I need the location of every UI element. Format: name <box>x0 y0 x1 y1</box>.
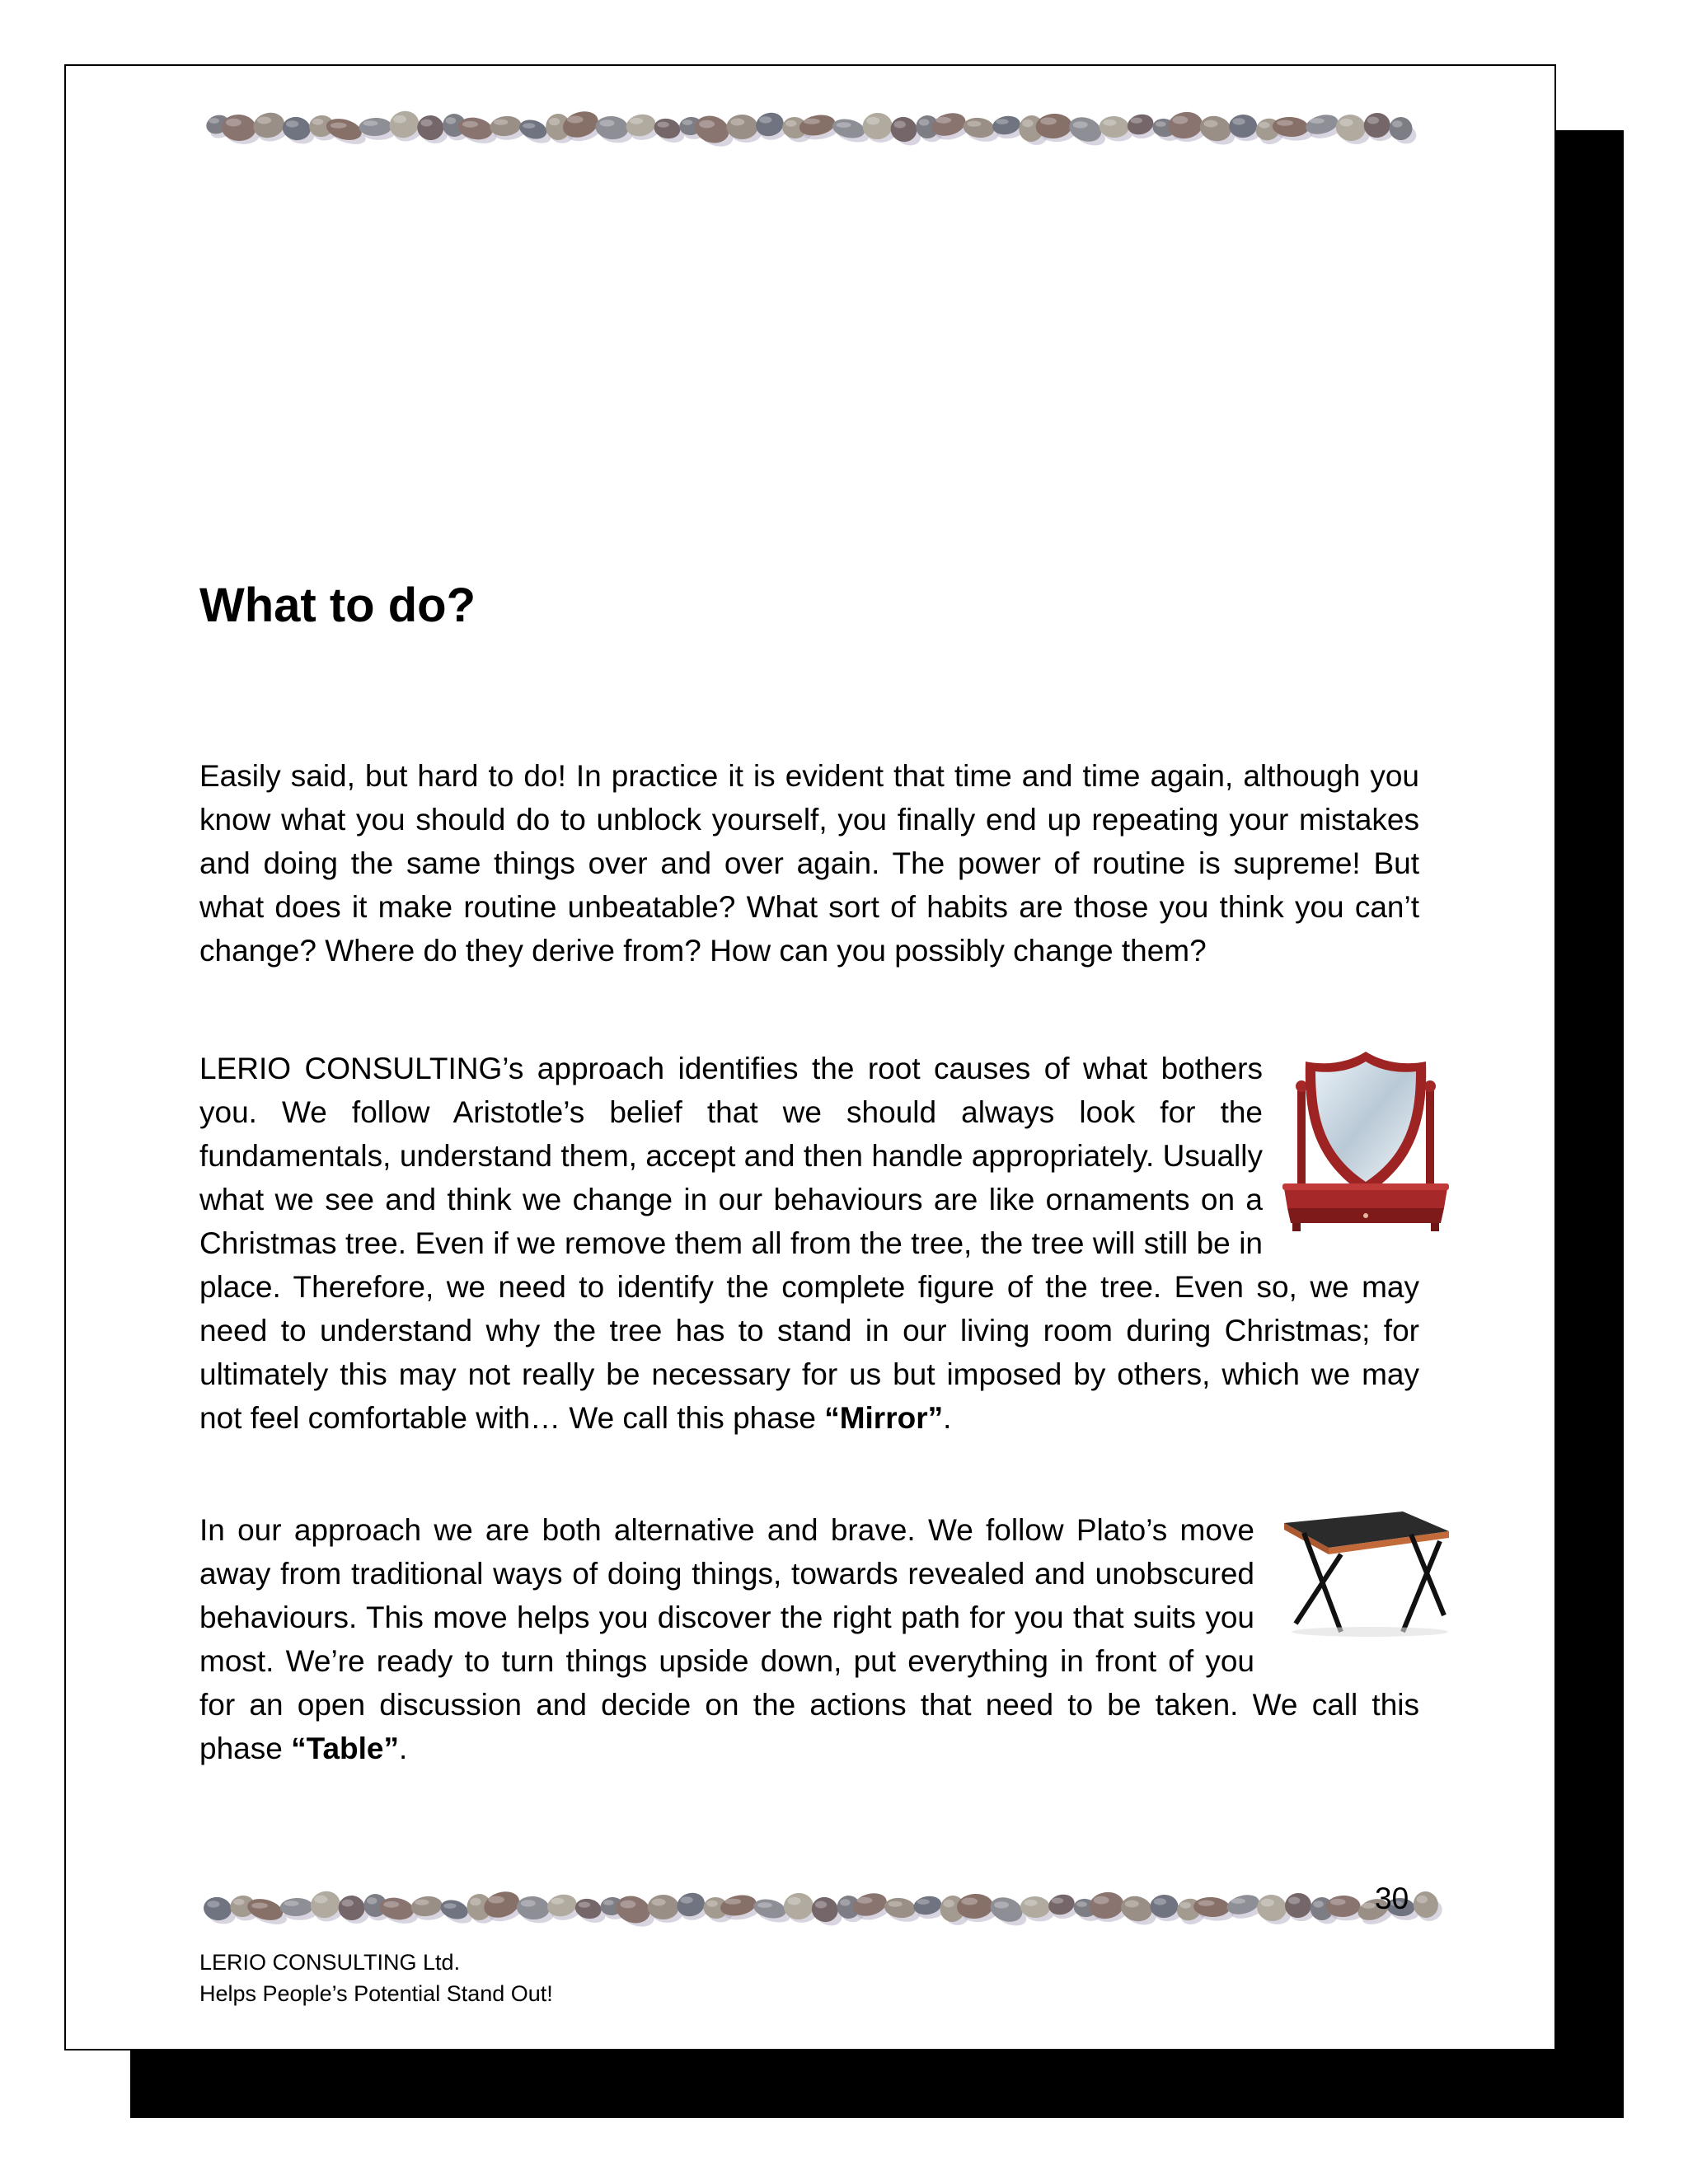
phase-mirror-label: “Mirror” <box>824 1401 944 1435</box>
stone-highlight <box>785 120 797 127</box>
stone-highlight <box>1025 1900 1038 1906</box>
stone-highlight <box>1339 119 1353 127</box>
stone-highlight <box>312 119 324 125</box>
stone-highlight <box>1052 1898 1063 1904</box>
footer-tagline: Helps People’s Potential Stand Out! <box>199 1981 553 2006</box>
stone-highlight <box>1310 118 1325 124</box>
stone-highlight <box>1103 120 1116 126</box>
stone-highlight <box>657 122 668 128</box>
stone-highlight <box>443 1903 456 1909</box>
stone-highlight <box>1277 120 1293 126</box>
stone-highlight <box>367 1897 377 1904</box>
stone-highlight <box>579 1902 590 1908</box>
stone-highlight <box>1125 1900 1139 1908</box>
stone-border-top-icon <box>206 97 1409 155</box>
stone-highlight <box>682 120 693 125</box>
stone <box>648 1895 679 1919</box>
stone-highlight <box>1261 1899 1274 1907</box>
stone-highlight <box>1313 1900 1324 1907</box>
stone-highlight <box>837 122 851 128</box>
stone-highlight <box>1392 120 1403 127</box>
stone-highlight <box>549 118 560 126</box>
paragraph-table-text: In our approach we are both alternative and brave. We follow Plato’s move away from traditional ways of doing things, towards revealed and unobscured behaviours. This move helps you discover the right path for you that suits you most. We’re ready to turn things upside down, put everything in front of you for an open discussion and decide on the actions that need to be taken. We call this phase <box>199 1513 1419 1765</box>
stone-highlight <box>1367 117 1379 124</box>
stone-highlight <box>383 1901 399 1908</box>
stone-highlight <box>600 120 615 126</box>
stone-highlight <box>1203 120 1217 128</box>
stone <box>726 115 757 139</box>
stone-highlight <box>680 1896 692 1903</box>
stone-highlight <box>699 120 715 129</box>
stone-highlight <box>207 1900 219 1907</box>
stone-highlight <box>342 1900 354 1907</box>
stone-highlight <box>462 121 478 128</box>
page-title: What to do? <box>199 579 476 632</box>
footer-company: LERIO CONSULTING Ltd. <box>199 1950 461 1975</box>
stone-highlight <box>251 1903 268 1909</box>
stone-highlight <box>857 1897 873 1904</box>
stone-highlight <box>1232 118 1245 124</box>
paragraph-intro: Easily said, but hard to do! In practice it is evident that time and time again, although you know what you should do to unblock yourself, you finally end up repeating your mistakes and doing the same things over and over again. The power of routine is supreme! But what does it make routine unbeatable? What sort of habits are those you think you can’t change? Where do they derive from? How can you possibly change them? <box>199 759 1419 968</box>
stone-highlight <box>804 119 820 124</box>
stone-highlight <box>1362 1903 1376 1909</box>
stone-highlight <box>917 1899 930 1905</box>
stone-highlight <box>209 118 220 124</box>
paragraph-mirror-text: LERIO CONSULTING’s approach identifies the root causes of what bothers you. We follow Aristotle’s belief that we should always look for the fundamentals, understand them, accept and then handle appropriately. Usually what we see and think we change in our behaviours are like ornaments on a Christmas tree. Even if we remove them all from the tree, the tree will still be in place. Therefore, we need to identify the complete figure of the tree. Even so, we may need to understand why the tree has to stand in our living room during Christmas; for ultimately this may not really be necessary for us but imposed by others, which we may not feel comfortable with… We call this phase <box>199 1052 1419 1435</box>
paragraph-table <box>199 1508 1419 1770</box>
stone-highlight <box>1172 116 1188 124</box>
stone-highlight <box>889 1901 903 1907</box>
stone-highlight <box>630 118 643 124</box>
paragraph-mirror-end: . <box>943 1401 952 1435</box>
stone-highlight <box>866 117 879 125</box>
stone-highlight <box>488 1896 504 1904</box>
stone-highlight <box>286 120 298 127</box>
stone-border-bottom-icon <box>206 1877 1451 1935</box>
stone-highlight <box>759 116 771 123</box>
stone-highlight <box>730 119 744 126</box>
stone-highlight <box>1417 1896 1428 1904</box>
stone-highlight <box>1180 1902 1192 1909</box>
stone-highlight <box>1073 121 1088 128</box>
stone-highlight <box>967 121 981 127</box>
stone-highlight <box>1094 1896 1109 1905</box>
stone-highlight <box>1154 1898 1166 1905</box>
stone-highlight <box>724 1899 741 1905</box>
stone-highlight <box>551 1898 564 1905</box>
stone-highlight <box>919 119 930 125</box>
stone-highlight <box>994 1901 1009 1908</box>
stone-highlight <box>363 120 377 126</box>
stone-highlight <box>1288 1897 1300 1905</box>
stone-highlight <box>1156 121 1166 127</box>
stone-highlight <box>1198 1900 1215 1906</box>
phase-table-label: “Table” <box>291 1732 399 1765</box>
stone-highlight <box>840 1899 851 1905</box>
stone-highlight <box>603 1900 614 1905</box>
stone-highlight <box>393 115 406 124</box>
stone-highlight <box>996 119 1008 124</box>
stone-highlight <box>470 1898 481 1906</box>
stone-highlight <box>652 1899 666 1906</box>
stone-highlight <box>961 1898 978 1905</box>
stone-highlight <box>757 1902 772 1908</box>
stone-highlight <box>935 117 951 124</box>
stone-highlight <box>815 1901 827 1909</box>
stone-highlight <box>226 119 241 127</box>
stone-highlight <box>494 120 508 125</box>
stone-highlight <box>1040 118 1057 125</box>
stone-highlight <box>706 1900 718 1907</box>
stone-highlight <box>521 1900 536 1906</box>
stone-highlight <box>1231 1898 1245 1904</box>
stone-highlight <box>257 117 271 124</box>
stone-highlight <box>1022 120 1034 128</box>
stone-highlight <box>567 116 584 124</box>
desk-table-icon <box>1279 1508 1452 1640</box>
footer <box>199 1947 553 2009</box>
stone-highlight <box>420 120 432 127</box>
stone-highlight <box>1259 122 1270 129</box>
paragraph-table-end: . <box>399 1732 408 1765</box>
stone-highlight <box>1330 1899 1346 1905</box>
stone-highlight <box>233 1899 245 1905</box>
stone-highlight <box>331 123 347 129</box>
stone-highlight <box>415 1900 429 1905</box>
stone-highlight <box>523 123 535 129</box>
stone-highlight <box>446 117 457 124</box>
stone-highlight <box>787 1897 800 1905</box>
stone-highlight <box>284 1900 299 1906</box>
stone-highlight <box>620 1900 635 1909</box>
stone-highlight <box>1076 1901 1087 1907</box>
stone-highlight <box>1131 118 1142 124</box>
paragraph-mirror <box>199 1047 1419 1440</box>
dressing-mirror-icon <box>1279 1047 1452 1236</box>
stone-highlight <box>894 121 906 129</box>
stone-highlight <box>314 1896 327 1904</box>
stone-highlight <box>943 1900 954 1908</box>
page-number: 30 <box>1375 1882 1409 1915</box>
